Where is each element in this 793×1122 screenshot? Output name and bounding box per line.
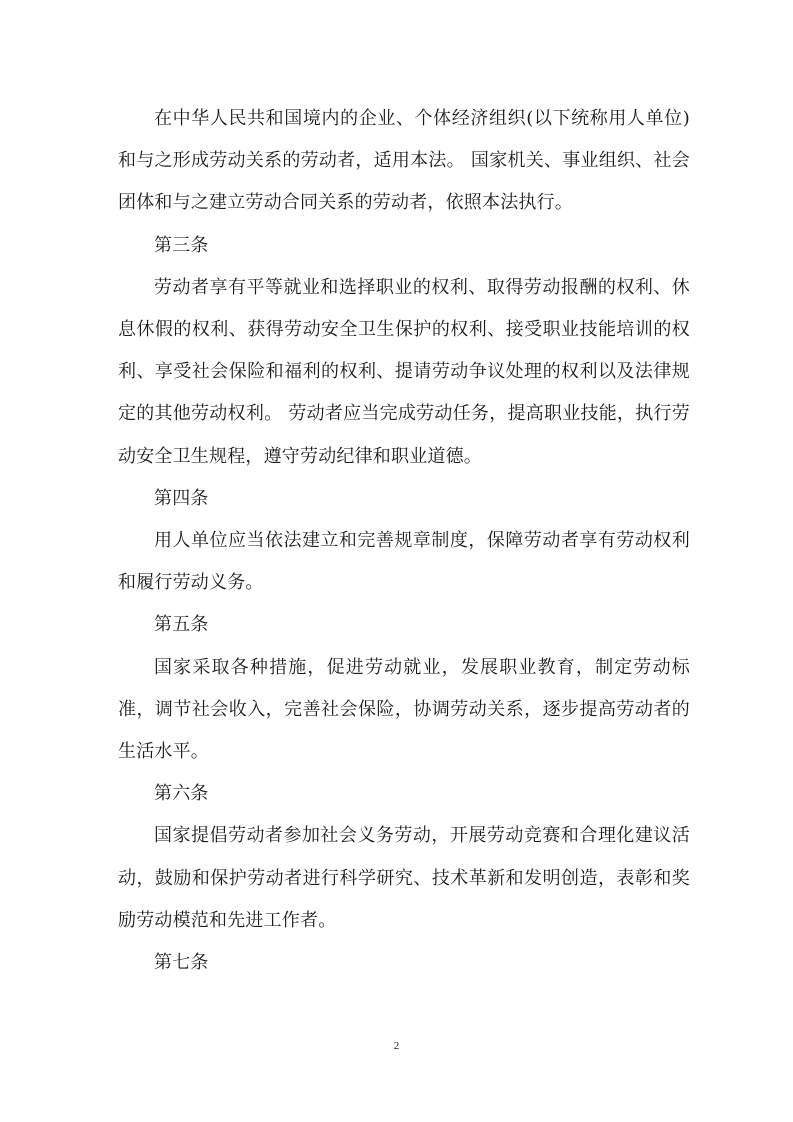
paragraph-article-3: 劳动者享有平等就业和选择职业的权利、取得劳动报酬的权利、休息休假的权利、获得劳动安全卫生保护的权利、接受职业技能培训的权利、享受社会保险和福利的权利、提请劳动争议处理的权利以及法律规定的其他劳动权利。 劳动者应当完成劳动任务，提高职业技能，执行劳动安全卫生规程，遵守劳动纪律和职业道德。: [118, 276, 690, 467]
article-heading-4: 第四条: [154, 487, 209, 509]
paragraph-article-4: 用人单位应当依法建立和完善规章制度，保障劳动者享有劳动权利和履行劳动义务。: [118, 530, 690, 594]
paragraph-article-5: 国家采取各种措施，促进劳动就业，发展职业教育，制定劳动标准，调节社会收入，完善社会保险，协调劳动关系，逐步提高劳动者的生活水平。: [118, 656, 690, 763]
article-heading-6: 第六条: [154, 783, 209, 805]
page-number: 2: [393, 1040, 400, 1052]
article-heading-5: 第五条: [154, 614, 209, 636]
article-heading-7: 第七条: [154, 952, 209, 974]
paragraph-article-6: 国家提倡劳动者参加社会义务劳动，开展劳动竞赛和合理化建议活动，鼓励和保护劳动者进行科学研究、技术革新和发明创造，表彰和奖励劳动模范和先进工作者。: [118, 825, 690, 931]
document-body: [118, 98, 690, 984]
paragraph-scope: 在中华人民共和国境内的企业、个体经济组织(以下统称用人单位)和与之形成劳动关系的劳动者，适用本法。 国家机关、事业组织、社会团体和与之建立劳动合同关系的劳动者，依照本法执行。: [118, 108, 690, 214]
article-heading-3: 第三条: [154, 234, 209, 256]
